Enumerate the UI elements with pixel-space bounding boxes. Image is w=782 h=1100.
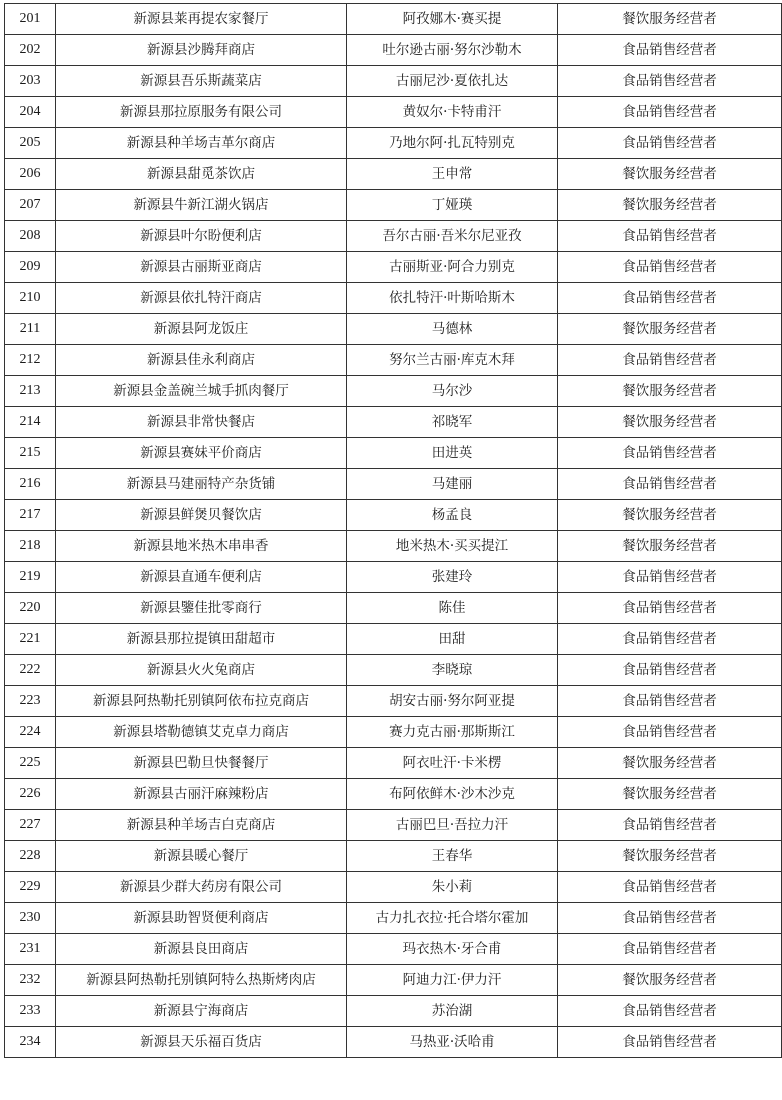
business-type-cell: 食品销售经营者 (558, 810, 782, 841)
business-type-cell: 食品销售经营者 (558, 35, 782, 66)
row-number-cell: 226 (5, 779, 56, 810)
table-row (5, 314, 782, 345)
business-name-cell: 新源县佳永利商店 (56, 345, 347, 376)
operator-name-cell: 胡安古丽·努尔阿亚提 (347, 686, 558, 717)
row-number-cell: 218 (5, 531, 56, 562)
business-name-cell: 新源县宁海商店 (56, 996, 347, 1027)
business-type-cell: 食品销售经营者 (558, 128, 782, 159)
business-name-cell: 新源县那拉原服务有限公司 (56, 97, 347, 128)
licensee-table (4, 3, 782, 1058)
business-type-cell: 食品销售经营者 (558, 996, 782, 1027)
business-type-cell: 餐饮服务经营者 (558, 500, 782, 531)
table-row (5, 500, 782, 531)
table-row (5, 872, 782, 903)
table-row (5, 624, 782, 655)
table-row (5, 748, 782, 779)
business-type-cell: 食品销售经营者 (558, 66, 782, 97)
row-number-cell: 214 (5, 407, 56, 438)
business-type-cell: 食品销售经营者 (558, 655, 782, 686)
row-number-cell: 202 (5, 35, 56, 66)
row-number-cell: 217 (5, 500, 56, 531)
operator-name-cell: 王申常 (347, 159, 558, 190)
table-row (5, 655, 782, 686)
business-type-cell: 餐饮服务经营者 (558, 841, 782, 872)
business-type-cell: 餐饮服务经营者 (558, 376, 782, 407)
business-name-cell: 新源县火火兔商店 (56, 655, 347, 686)
row-number-cell: 203 (5, 66, 56, 97)
row-number-cell: 220 (5, 593, 56, 624)
operator-name-cell: 吾尔古丽·吾米尔尼亚孜 (347, 221, 558, 252)
business-type-cell: 餐饮服务经营者 (558, 4, 782, 35)
row-number-cell: 210 (5, 283, 56, 314)
table-body (5, 4, 782, 1058)
operator-name-cell: 阿迪力江·伊力汗 (347, 965, 558, 996)
business-name-cell: 新源县少群大药房有限公司 (56, 872, 347, 903)
business-name-cell: 新源县助智贤便利商店 (56, 903, 347, 934)
business-name-cell: 新源县鑒佳批零商行 (56, 593, 347, 624)
business-type-cell: 食品销售经营者 (558, 221, 782, 252)
operator-name-cell: 张建玲 (347, 562, 558, 593)
operator-name-cell: 王春华 (347, 841, 558, 872)
table-row (5, 717, 782, 748)
operator-name-cell: 乃地尔阿·扎瓦特别克 (347, 128, 558, 159)
page-bottom-margin (0, 1062, 782, 1100)
business-name-cell: 新源县古丽斯亚商店 (56, 252, 347, 283)
business-name-cell: 新源县莱再提农家餐厅 (56, 4, 347, 35)
business-type-cell: 餐饮服务经营者 (558, 190, 782, 221)
table-row (5, 221, 782, 252)
operator-name-cell: 李晓琼 (347, 655, 558, 686)
operator-name-cell: 赛力克古丽·那斯斯江 (347, 717, 558, 748)
business-type-cell: 食品销售经营者 (558, 345, 782, 376)
row-number-cell: 228 (5, 841, 56, 872)
operator-name-cell: 丁娅瑛 (347, 190, 558, 221)
business-type-cell: 食品销售经营者 (558, 469, 782, 500)
business-type-cell: 食品销售经营者 (558, 252, 782, 283)
operator-name-cell: 马热亚·沃哈甫 (347, 1027, 558, 1058)
operator-name-cell: 吐尔逊古丽·努尔沙勒木 (347, 35, 558, 66)
operator-name-cell: 田进英 (347, 438, 558, 469)
table-row (5, 810, 782, 841)
business-name-cell: 新源县巴勒旦快餐餐厅 (56, 748, 347, 779)
row-number-cell: 212 (5, 345, 56, 376)
operator-name-cell: 古丽斯亚·阿合力别克 (347, 252, 558, 283)
row-number-cell: 219 (5, 562, 56, 593)
table-row (5, 128, 782, 159)
business-name-cell: 新源县塔勒德镇艾克卓力商店 (56, 717, 347, 748)
operator-name-cell: 杨孟良 (347, 500, 558, 531)
row-number-cell: 201 (5, 4, 56, 35)
table-row (5, 190, 782, 221)
business-name-cell: 新源县依扎特汗商店 (56, 283, 347, 314)
operator-name-cell: 古丽巴旦·吾拉力汗 (347, 810, 558, 841)
business-type-cell: 餐饮服务经营者 (558, 407, 782, 438)
operator-name-cell: 朱小莉 (347, 872, 558, 903)
row-number-cell: 213 (5, 376, 56, 407)
table-row (5, 97, 782, 128)
operator-name-cell: 马德林 (347, 314, 558, 345)
table-row (5, 686, 782, 717)
business-name-cell: 新源县沙腾拜商店 (56, 35, 347, 66)
row-number-cell: 233 (5, 996, 56, 1027)
operator-name-cell: 陈佳 (347, 593, 558, 624)
business-name-cell: 新源县马建丽特产杂货铺 (56, 469, 347, 500)
business-type-cell: 食品销售经营者 (558, 686, 782, 717)
business-type-cell: 餐饮服务经营者 (558, 779, 782, 810)
business-name-cell: 新源县阿热勒托别镇阿特么热斯烤肉店 (56, 965, 347, 996)
business-name-cell: 新源县金盖碗兰城手抓肉餐厅 (56, 376, 347, 407)
business-name-cell: 新源县地米热木串串香 (56, 531, 347, 562)
business-type-cell: 食品销售经营者 (558, 903, 782, 934)
business-type-cell: 餐饮服务经营者 (558, 965, 782, 996)
operator-name-cell: 阿孜娜木·赛买提 (347, 4, 558, 35)
table-row (5, 965, 782, 996)
business-name-cell: 新源县良田商店 (56, 934, 347, 965)
row-number-cell: 207 (5, 190, 56, 221)
table-row (5, 66, 782, 97)
table-row (5, 469, 782, 500)
business-type-cell: 食品销售经营者 (558, 934, 782, 965)
business-name-cell: 新源县古丽汗麻辣粉店 (56, 779, 347, 810)
row-number-cell: 224 (5, 717, 56, 748)
table-row (5, 996, 782, 1027)
table-row (5, 438, 782, 469)
row-number-cell: 222 (5, 655, 56, 686)
table-row (5, 903, 782, 934)
operator-name-cell: 依扎特汗·叶斯哈斯木 (347, 283, 558, 314)
table-row (5, 841, 782, 872)
business-name-cell: 新源县鲜煲贝餐饮店 (56, 500, 347, 531)
row-number-cell: 208 (5, 221, 56, 252)
table-row (5, 779, 782, 810)
table-row (5, 252, 782, 283)
table-row (5, 562, 782, 593)
business-name-cell: 新源县阿龙饭庄 (56, 314, 347, 345)
table-row (5, 407, 782, 438)
table-row (5, 159, 782, 190)
row-number-cell: 204 (5, 97, 56, 128)
business-name-cell: 新源县直通车便利店 (56, 562, 347, 593)
business-type-cell: 食品销售经营者 (558, 438, 782, 469)
operator-name-cell: 玛衣热木·牙合甫 (347, 934, 558, 965)
table-row (5, 1027, 782, 1058)
business-name-cell: 新源县阿热勒托别镇阿依布拉克商店 (56, 686, 347, 717)
operator-name-cell: 努尔兰古丽·库克木拜 (347, 345, 558, 376)
table-row (5, 4, 782, 35)
table-row (5, 345, 782, 376)
business-name-cell: 新源县牛新江湖火锅店 (56, 190, 347, 221)
table-row (5, 376, 782, 407)
business-type-cell: 食品销售经营者 (558, 872, 782, 903)
business-name-cell: 新源县非常快餐店 (56, 407, 347, 438)
table-row (5, 35, 782, 66)
business-type-cell: 食品销售经营者 (558, 97, 782, 128)
operator-name-cell: 古力扎衣拉·托合塔尔霍加 (347, 903, 558, 934)
business-name-cell: 新源县叶尔盼便利店 (56, 221, 347, 252)
business-type-cell: 餐饮服务经营者 (558, 159, 782, 190)
business-type-cell: 食品销售经营者 (558, 562, 782, 593)
row-number-cell: 230 (5, 903, 56, 934)
operator-name-cell: 阿衣吐汗·卡米楞 (347, 748, 558, 779)
business-name-cell: 新源县甜觅茶饮店 (56, 159, 347, 190)
row-number-cell: 229 (5, 872, 56, 903)
business-type-cell: 食品销售经营者 (558, 593, 782, 624)
business-name-cell: 新源县种羊场吉白克商店 (56, 810, 347, 841)
operator-name-cell: 黄奴尔·卡特甫汗 (347, 97, 558, 128)
operator-name-cell: 苏治湖 (347, 996, 558, 1027)
business-type-cell: 餐饮服务经营者 (558, 531, 782, 562)
business-type-cell: 食品销售经营者 (558, 283, 782, 314)
row-number-cell: 225 (5, 748, 56, 779)
business-type-cell: 餐饮服务经营者 (558, 748, 782, 779)
operator-name-cell: 祁晓军 (347, 407, 558, 438)
row-number-cell: 215 (5, 438, 56, 469)
row-number-cell: 205 (5, 128, 56, 159)
business-type-cell: 食品销售经营者 (558, 1027, 782, 1058)
row-number-cell: 227 (5, 810, 56, 841)
row-number-cell: 209 (5, 252, 56, 283)
row-number-cell: 216 (5, 469, 56, 500)
operator-name-cell: 古丽尼沙·夏依扎达 (347, 66, 558, 97)
business-name-cell: 新源县天乐福百货店 (56, 1027, 347, 1058)
row-number-cell: 231 (5, 934, 56, 965)
row-number-cell: 221 (5, 624, 56, 655)
operator-name-cell: 地米热木·买买提江 (347, 531, 558, 562)
operator-name-cell: 马尔沙 (347, 376, 558, 407)
business-type-cell: 食品销售经营者 (558, 717, 782, 748)
row-number-cell: 234 (5, 1027, 56, 1058)
business-type-cell: 餐饮服务经营者 (558, 314, 782, 345)
row-number-cell: 211 (5, 314, 56, 345)
operator-name-cell: 田甜 (347, 624, 558, 655)
table-row (5, 593, 782, 624)
business-name-cell: 新源县赛妹平价商店 (56, 438, 347, 469)
operator-name-cell: 马建丽 (347, 469, 558, 500)
business-name-cell: 新源县那拉提镇田甜超市 (56, 624, 347, 655)
business-name-cell: 新源县暖心餐厅 (56, 841, 347, 872)
row-number-cell: 232 (5, 965, 56, 996)
business-name-cell: 新源县种羊场吉革尔商店 (56, 128, 347, 159)
table-row (5, 531, 782, 562)
table-row (5, 934, 782, 965)
operator-name-cell: 布阿依鲜木·沙木沙克 (347, 779, 558, 810)
row-number-cell: 223 (5, 686, 56, 717)
business-name-cell: 新源县吾乐斯蔬菜店 (56, 66, 347, 97)
table-row (5, 283, 782, 314)
row-number-cell: 206 (5, 159, 56, 190)
business-type-cell: 食品销售经营者 (558, 624, 782, 655)
